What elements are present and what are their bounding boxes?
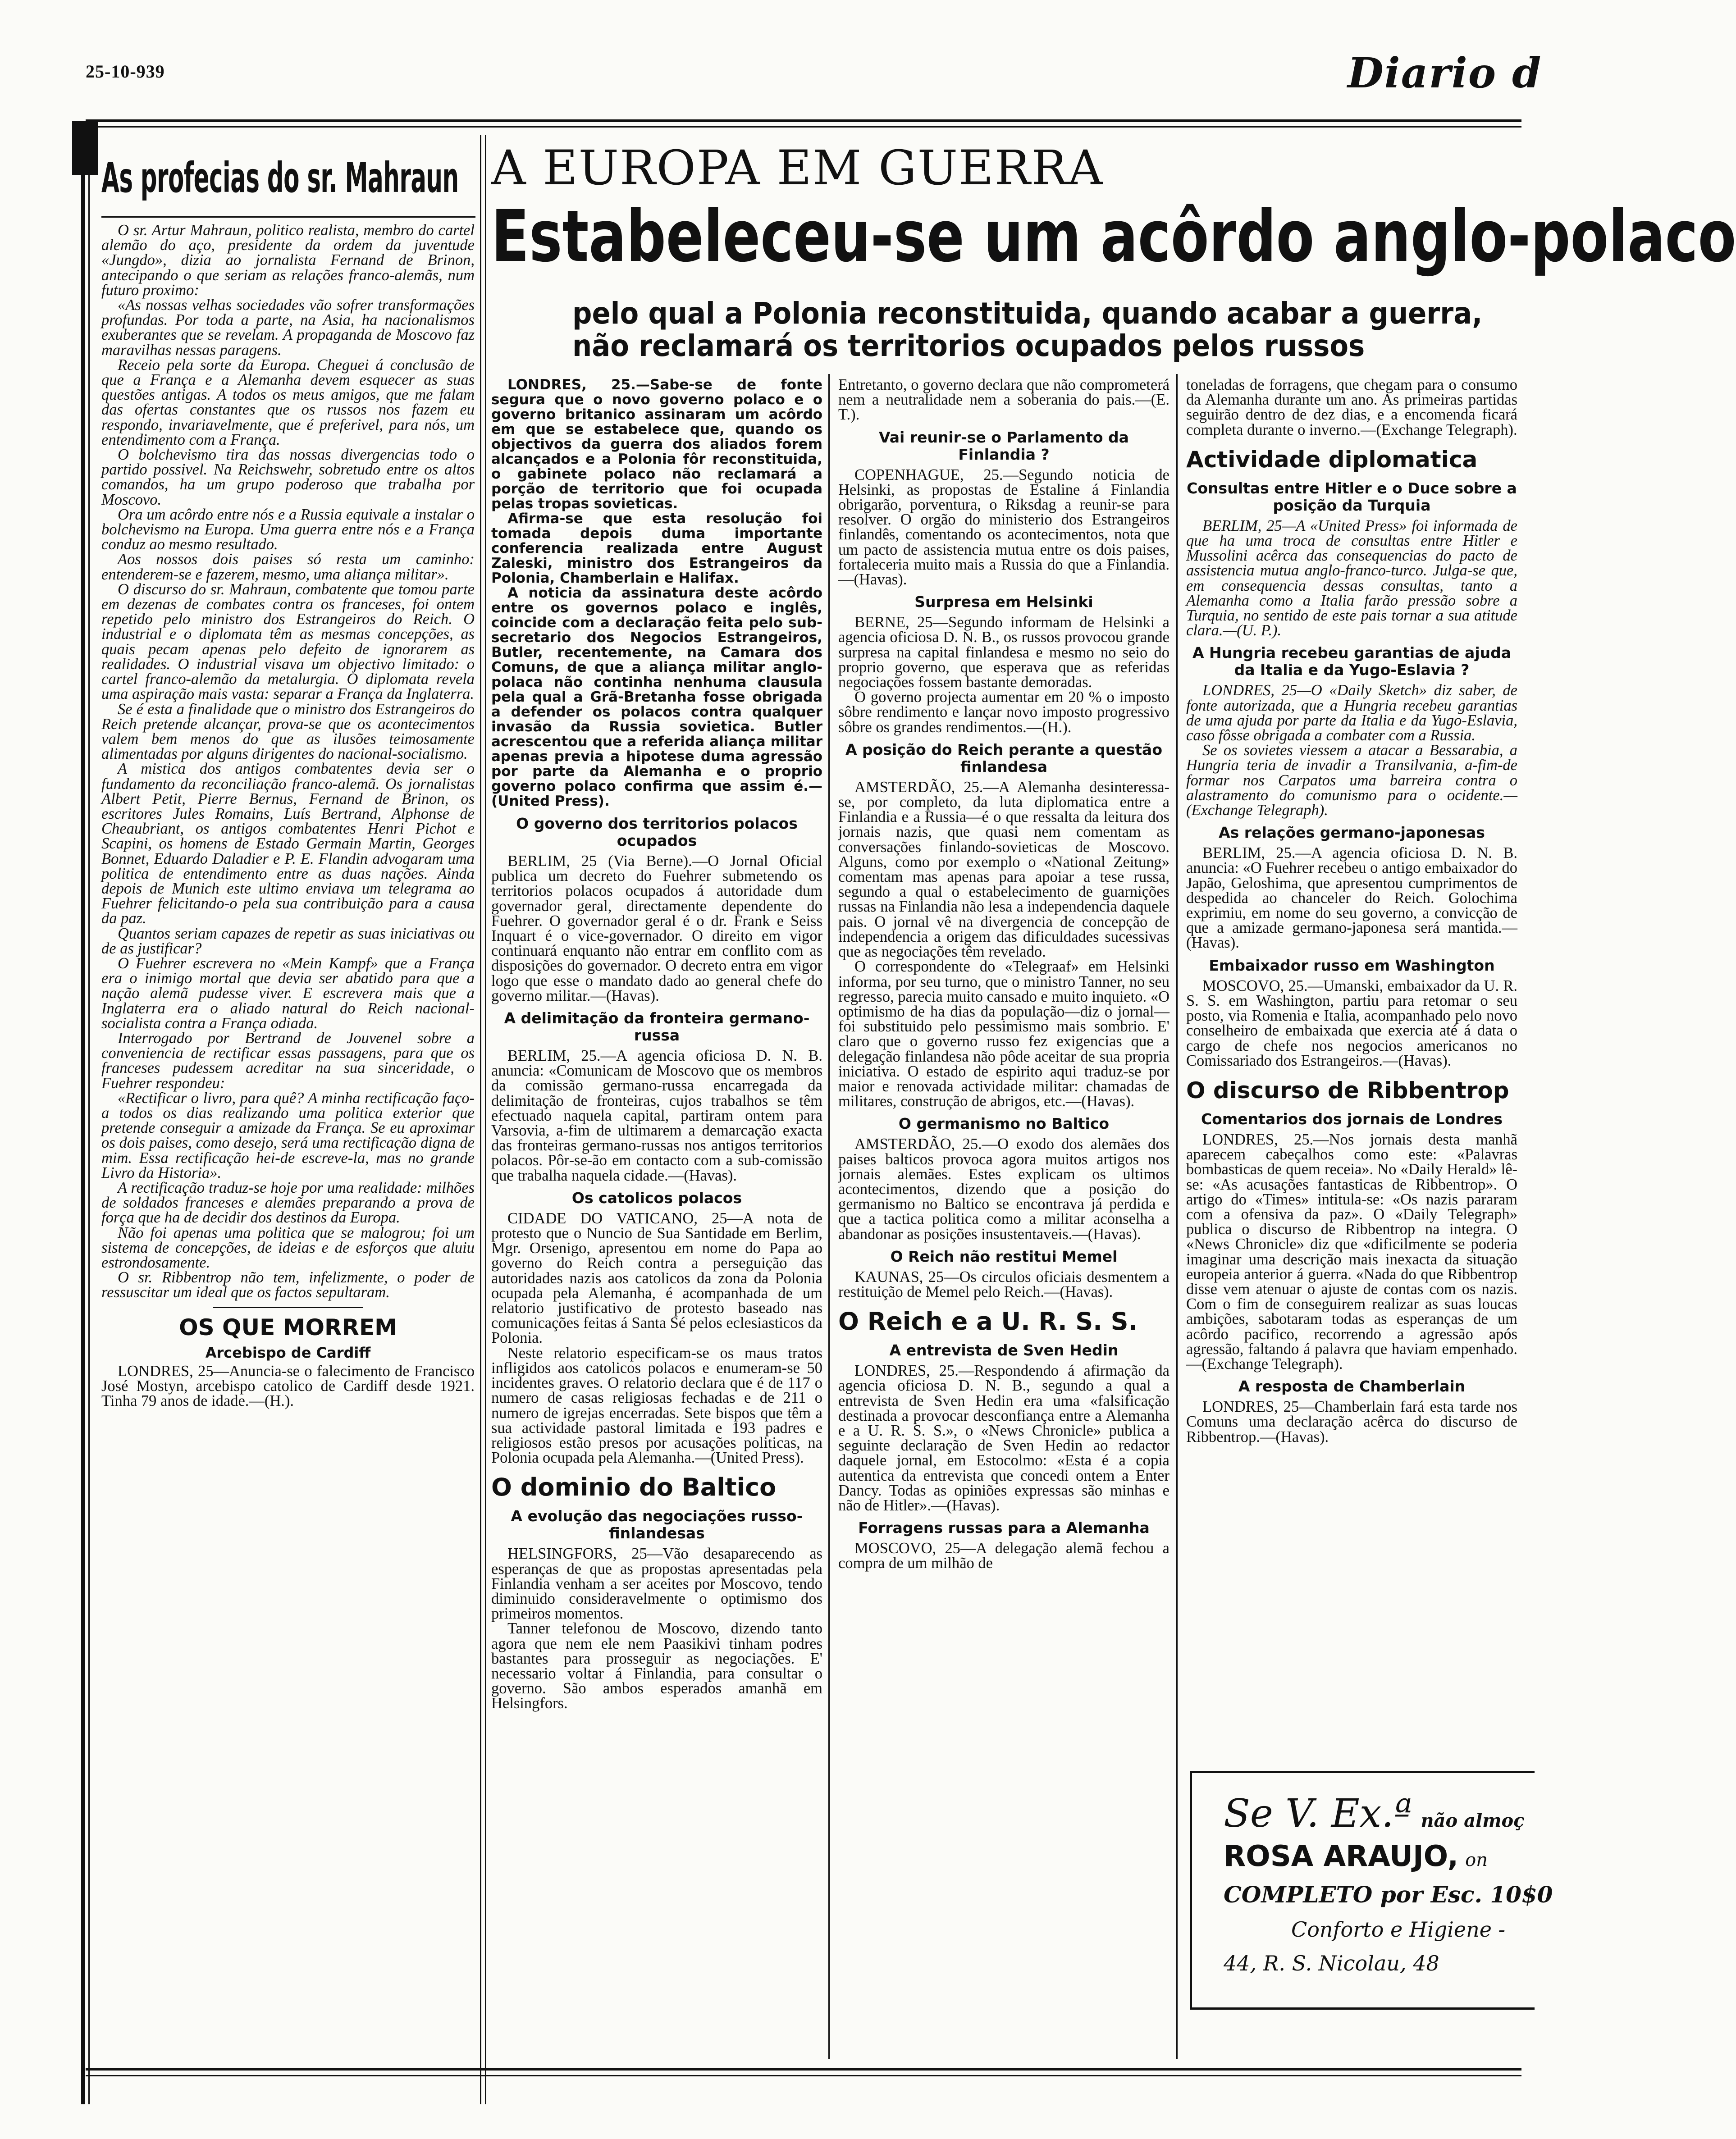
section-title: Surpresa em Helsinki (914, 593, 1093, 611)
section-text: BERLIM, 25—A «United Press» foi informada de que ha uma troca de consultas entre Hitler e Mussolini acêrca das consequencias do pacto de assistencia mutua anglo-franco-turco. Julga-se que, em consequencia dessas consultas, tanto a Alemanha como a Italia farão pressão sobre a Turquia, no sentido de este pais tornar a sua atitude clara.—(U. P.). (1186, 517, 1517, 639)
ad-line-1-small: não almoç (1421, 1810, 1525, 1831)
left-article-title: As profecias do sr. Mahraun (101, 154, 459, 202)
corner-block (72, 121, 98, 175)
left-article-body (101, 223, 475, 1409)
section-text: BERLIM, 25.—A agencia oficiosa D. N. B. anuncia: «O Fuehrer recebeu o antigo embaixador do Japão, Geloshima, que apresentou cumprimentos de despedida ao chanceler do Reich. Golochima exprimiu, em nome do seu governo, a convicção de que a amizade germano-japonesa será mantida.—(Havas). (1186, 844, 1517, 952)
left-rule-thin (88, 171, 90, 2104)
left-paragraph: Interrogado por Bertrand de Jouvenel sobre a conveniencia de rectificar essas passagens, para que os franceses pudessem acreditar na sua sinceridade, o Fuehrer respondeu: (101, 1029, 475, 1092)
left-paragraph: A rectificação traduz-se hoje por uma realidade: milhões de soldados franceses e alemães preparando a prova de força que ha de decidir dos destinos da Europa. (101, 1179, 475, 1227)
section-heading: O discurso de Ribbentrop (1186, 1077, 1509, 1104)
section-text: O correspondente do «Telegraaf» em Helsinki informa, por seu turno, que o ministro Tanner, no seu regresso, parecia muito cansado e muito inquieto. «O optimismo de ha dias da população—diz o jornal—foi substituido pelo pessimismo mais sombrio. E' claro que o governo russo fez exigencias que a delegação finlandesa não pôde aceitar de sua propria iniciativa. O estado de espirito aqui traduz-se por maior e renovada actividade militar: chamadas de militares, construção de abrigos, etc.—(Havas). (838, 958, 1170, 1110)
deck-line-2: não reclamará os territorios ocupados pelos russos (572, 328, 1365, 363)
left-title-rule (101, 216, 475, 218)
column-separator-3 (1176, 374, 1178, 2059)
top-rule-thin (86, 126, 1521, 128)
section-text: LONDRES, 25.—Respondendo á afirmação da agencia oficiosa D. N. B., segundo a qual a entrevista de Sven Hedin era uma «falsificação destinada a provocar desconfiança entre a Alemanha e a U. R. S. S.», o «News Chronicle» publica a seguinte declaração de Sven Hedin ao redactor daquele jornal, em Estocolmo: «Esta é a copia autentica da entrevista que concedi ontem a Enter Dancy. Todas as opiniões expressas são minhas e não de Hitler».—(Havas). (838, 1362, 1170, 1514)
advertisement (1190, 1771, 1553, 2010)
section-title: A Hungria recebeu garantias de ajuda da Italia e da Yugo-Eslavia ? (1192, 644, 1512, 679)
section-text: AMSTERDÃO, 25.—O exodo dos alemães dos paises balticos provoca agora muitos artigos nos jornais alemães. Estes explicam os ultimos acontecimentos, dizendo que a posição do germanismo no Baltico se encontrava já perdida e que a tactica politica como a militar aconselha a abandonar as posições insustentaveis.—(Havas). (838, 1136, 1170, 1243)
ad-line-4: Conforto e Higiene - (1291, 1917, 1506, 1942)
section-title: Forragens russas para a Alemanha (858, 1519, 1150, 1537)
section-title: Os catolicos polacos (571, 1189, 742, 1207)
column-3 (838, 378, 1170, 1571)
section-title: A evolução das negociações russo-finlandesas (511, 1507, 803, 1542)
section-title: O Reich não restitui Memel (890, 1247, 1118, 1265)
left-paragraph: O sr. Artur Mahraun, politico realista, membro do cartel alemão do aço, presidente da ordem da juventude «Jungdo», dizia ao jornalista Fernand de Brinon, antecipando o que seriam as relações franco-alemãs, num futuro proximo: (101, 222, 475, 299)
bottom-rule (86, 2068, 1521, 2071)
lead-paragraph: A noticia da assinatura deste acôrdo entre os governos polaco e inglês, coincide com a declaração feita pelo sub-secretario dos Negocios Estrangeiros, Butler, recentemente, na Camara dos Comuns, de que a aliança militar anglo-polaca não continha nenhuma clausula pela qual a Grã-Bretanha fosse obrigada a defender os polacos contra qualquer invasão da Russia sovietica. Butler acrescentou que a referida aliança militar apenas previa a hipotese duma agressão por parte da Alemanha e o proprio governo polaco confirma que assim é.—(United Press). (491, 585, 822, 809)
section-text: KAUNAS, 25—Os circulos oficiais desmentem a restituição de Memel pelo Reich.—(Havas). (838, 1268, 1170, 1300)
section-title: A entrevista de Sven Hedin (889, 1341, 1119, 1359)
left-paragraph: Receio pela sorte da Europa. Cheguei á conclusão de que a França e a Alemanha devem esquecer as suas questões antigas. A todos os meus amigos, que me falam das ofertas constantes que os russos nos fazem eu respondo, invariavelmente, que é preferivel, para nós, um entendimento com a França. (101, 356, 475, 448)
section-text: Neste relatorio especificam-se os maus tratos infligidos aos catolicos polacos e enumeram-se 50 incidentes graves. O relatorio declara que é de 117 o numero de casas religiosas fechadas e de 211 o numero de igrejas encerradas. Sete bispos que têm a sua actividade pastoral limitada e 193 padres e religiosos estão presos por acusações politicas, na Polonia ocupada pela Alemanha.—(United Press). (491, 1344, 822, 1467)
left-paragraph: Se é esta a finalidade que o ministro dos Estrangeiros do Reich pretende alcançar, prova-se que os acontecimentos valem bem menos do que as ilusões teimosamente alimentadas por alguns dirigentes do nacional-socialismo. (101, 700, 475, 763)
obituary-subtitle: Arcebispo de Cardiff (205, 1344, 371, 1361)
column-separator-1b (485, 135, 486, 2104)
section-text: Entretanto, o governo declara que não comprometerá nem a neutralidade nem a soberania do pais.—(E. T.). (838, 376, 1170, 424)
section-text: LONDRES, 25—Chamberlain fará esta tarde nos Comuns uma declaração acêrca do discurso de Ribbentrop.—(Havas). (1186, 1398, 1517, 1446)
lead-paragraph: Afirma-se que esta resolução foi tomada depois duma importante conferencia realizada entre August Zaleski, ministro dos Estrangeiros da Polonia, Chamberlain e Halifax. (491, 511, 822, 586)
left-paragraph: O discurso do sr. Mahraun, combatente que tomou parte em dezenas de combates contra os franceses, foi ontem repetido pelo ministro dos Estrangeiros do Reich. O industrial e o diplomata têm as mesmas concepções, as quais pecam apenas pelo defeito de ignorarem as realidades. O industrial visava um objectivo limitado: o cartel franco-alemão da metalurgia. O diplomata revela uma aspiração mais vasta: separar a França da Inglaterra. (101, 580, 475, 703)
section-title: Vai reunir-se o Parlamento da Finlandia ? (879, 428, 1129, 463)
section-text: BERLIM, 25.—A agencia oficiosa D. N. B. anuncia: «Comunicam de Moscovo que os membros da comissão germano-russa encarregada da delimitação de fronteiras, cujos trabalhos se têm efectuado naquela capital, partiram ontem para Varsovia, a-fim de ultimarem a demarcação exacta das fronteiras germano-russas nos antigos territorios polacos. Pôr-se-ão em contacto com a sub-comissão que trabalha naquela cidade.—(Havas). (491, 1047, 822, 1184)
ad-line-2-small: on (1465, 1850, 1488, 1870)
ad-line-1-main: Se V. Ex.ª (1224, 1791, 1412, 1836)
left-paragraph: Não foi apenas uma politica que se malogrou; foi um sistema de concepções, de ideias e de esforços que aluiu estrondosamente. (101, 1224, 475, 1272)
ad-line-2-main: ROSA ARAUJO, (1224, 1840, 1459, 1873)
kicker: A EUROPA EM GUERRA (491, 140, 1104, 196)
ad-line-5: 44, R. S. Nicolau, 48 (1224, 1951, 1439, 1975)
section-title: A resposta de Chamberlain (1238, 1377, 1466, 1396)
left-paragraph: O sr. Ribbentrop não tem, infelizmente, o poder de ressuscitar um ideal que os factos sepultaram. (101, 1269, 475, 1301)
section-title: O governo dos territorios polacos ocupados (516, 815, 798, 849)
issue-date: 25-10-939 (86, 61, 165, 82)
main-headline: Estabeleceu-se um acôrdo anglo-polaco (491, 195, 1736, 278)
section-text: BERNE, 25—Segundo informam de Helsinki a agencia oficiosa D. N. B., os russos provocou grande surpresa na capital finlandesa e mesmo no seio do proprio governo, que esperava que as referidas negociações fossem bastante demoradas. (838, 614, 1170, 691)
section-text: LONDRES, 25.—Nos jornais desta manhã aparecem cabeçalhos como este: «Palavras bombasticas de quem receia». No «Daily Herald» lê-se: «As acusações fantasticas de Ribbentrop». O artigo do «Times» intitula-se: «Os nazis pararam com a ofensiva da paz». O «Daily Telegraph» publica o discurso de Ribbentrop na integra. O «News Chronicle» diz que «dificilmente se poderia imaginar uma descrição mais inexacta da situação europeia anterior á guerra. «Nada do que Ribbentrop disse vem atenuar o ajuste de contas com os nazis. Com o fim de conseguirem realizar as suas loucas ambições, sabotaram todas as esperanças de um acôrdo pacifico, recorrendo a agressão após agressão, faltando á palavra que haviam empenhado.—(Exchange Telegraph). (1186, 1131, 1517, 1373)
left-paragraph: «Rectificar o livro, para quê? A minha rectificação faço-a todos os dias realizando uma politica exterior que pretende conseguir a amizade da França. Se eu aproximar os dois paises, como desejo, será uma rectificação digna de mim. Essa rectificação hei-de escreve-la, mas no grande Livro da Historia». (101, 1089, 475, 1181)
left-paragraph: Aos nossos dois paises só resta um caminho: entenderem-se e fazerem, mesmo, uma aliança militar». (101, 551, 475, 583)
left-paragraph: «As nossas velhas sociedades vão sofrer transformações profundas. Por toda a parte, na Asia, ha nacionalismos exuberantes que se revelam. A propaganda de Moscovo faz maravilhas nessas paragens. (101, 296, 475, 359)
section-title: As relações germano-japonesas (1219, 824, 1485, 842)
section-title: Consultas entre Hitler e o Duce sobre a posição da Turquia (1187, 479, 1517, 514)
section-title: Comentarios dos jornais de Londres (1201, 1110, 1503, 1128)
left-paragraph: O bolchevismo tira das nossas divergencias todo o partido possivel. Na Reichswehr, sobretudo entre os altos comandos, ha um grupo poderoso que trabalha por Moscovo. (101, 446, 475, 508)
bottom-rule-thin (86, 2075, 1521, 2076)
left-paragraph: Quantos seriam capazes de repetir as suas iniciativas ou de as justificar? (101, 925, 475, 957)
obituary-heading: OS QUE MORREM (179, 1314, 397, 1341)
section-text: O governo projecta aumentar em 20 % o imposto sôbre rendimento e lançar novo imposto progressivo sôbre os grandes rendimentos.—(H.). (838, 689, 1170, 736)
lead-paragraph: LONDRES, 25.—Sabe-se de fonte segura que o novo governo polaco e o governo britanico assinaram um acôrdo em que se estabelece que, quando os objectivos da guerra dos aliados forem alcançados e a Polonia fôr reconstituida, o gabinete polaco não reclamará a porção de territorio que foi ocupada pelas tropas sovieticas. (491, 377, 822, 512)
obituary-text: LONDRES, 25—Anuncia-se o falecimento de Francisco José Mostyn, arcebispo catolico de Cardiff desde 1921. Tinha 79 anos de idade.—(H.). (101, 1362, 475, 1410)
section-title: A delimitação da fronteira germano-russa (504, 1009, 810, 1044)
section-text: MOSCOVO, 25—A delegação alemã fechou a compra de um milhão de (838, 1540, 1170, 1572)
column-separator-2 (828, 374, 830, 2059)
separator (213, 1307, 362, 1308)
section-title: Embaixador russo em Washington (1209, 956, 1495, 974)
section-text: toneladas de forragens, que chegam para o consumo da Alemanha durante um ano. As primeiras partidas seguirão dentro de dez dias, e a encomenda ficará completa durante o inverno.—(Exchange Telegraph). (1186, 376, 1517, 438)
ad-line-3: COMPLETO por Esc. 10$0 (1224, 1881, 1553, 1908)
section-text: AMSTERDÃO, 25.—A Alemanha desinteressa-se, por completo, da luta diplomatica entre a Finlandia e a Russia—é o que ressalta da leitura dos jornais nazis, que quasi nem comentam as conversações finlando-sovieticas de Moscovo. Alguns, como por exemplo o «National Zeitung» comentam mas apenas para apoiar a tese russa, segundo a qual o estabelecimento de guarnições russas na Finlandia não lesa a independencia daquele pais. O jornal vê na divergencia de concepção de independencia a origem das dificuldades sucessivas que as negociações têm revelado. (838, 778, 1170, 961)
column-4 (1186, 378, 1517, 1445)
section-heading: Actividade diplomatica (1186, 446, 1478, 473)
section-title: O germanismo no Baltico (898, 1115, 1110, 1133)
left-paragraph: A mistica dos antigos combatentes devia ser o fundamento da reconciliação franco-alemã. Os jornalistas Albert Petit, Pierre Bernus, Fernand de Brinon, os escritores Jules Romains, Luís Bertrand, Alphonse de Cheaubriant, os antigos combatentes Henri Pichot e Scapini, os homens de Estado Germain Martin, Georges Bonnet, Eduardo Daladier e P. E. Flandin advogaram uma politica de entendimento entre as duas nações. Ainda depois de Munich este ultimo enviava um telegrama ao Fuehrer felicitando-o pela sua contribuição para a causa da paz. (101, 760, 475, 927)
column-separator-1 (480, 135, 481, 2104)
section-text: LONDRES, 25—O «Daily Sketch» diz saber, de fonte autorizada, que a Hungria recebeu garantias de uma ajuda por parte da Italia e da Yugo-Eslavia, caso fôsse obrigada a combater com a Russia. (1186, 682, 1517, 744)
section-text: Se os sovietes viessem a atacar a Bessarabia, a Hungria teria de invadir a Transilvania, a-fim-de formar nos Carpatos uma barreira contra o alastramento do comunismo para o ocidente.—(Exchange Telegraph). (1186, 742, 1517, 819)
left-paragraph: Ora um acôrdo entre nós e a Russia equivale a instalar o bolchevismo na Europa. Uma guerra entre nós e a França conduz ao mesmo resultado. (101, 506, 475, 553)
section-text: HELSINGFORS, 25—Vão desaparecendo as esperanças de que as propostas apresentadas pela Finlandia venham a ser aceites por Moscovo, tendo diminuido consideravelmente o optimismo dos primeiros momentos. (491, 1545, 822, 1623)
masthead: Diario d (1348, 49, 1542, 97)
section-text: CIDADE DO VATICANO, 25—A nota de protesto que o Nuncio de Sua Santidade em Berlim, Mgr. Orsenigo, apresentou em nome do Papa ao governo do Reich contra a perseguição das autoridades nazis aos catolicos da zona da Polonia ocupada pela Alemanha, é acompanhada de um relatorio justificativo de protesto baseado nas comunicações feitas á Santa Sé pelos eclesiasticos da Polonia. (491, 1209, 822, 1347)
section-title: A posição do Reich perante a questão finlandesa (845, 740, 1162, 775)
column-2 (491, 378, 822, 1711)
top-rule (86, 119, 1521, 122)
left-rule (81, 171, 85, 2104)
deck-line-1: pelo qual a Polonia reconstituida, quando acabar a guerra, (572, 296, 1483, 331)
left-paragraph: O Fuehrer escrevera no «Mein Kampf» que a França era o inimigo mortal que devia ser abatido para que a nação alemã pudesse viver. E escrevera mais que a Inglaterra era o aliado natural do Reich nacional-socialista contra a França odiada. (101, 954, 475, 1032)
section-text: MOSCOVO, 25.—Umanski, embaixador da U. R. S. S. em Washington, partiu para retomar o seu posto, via Romenia e Italia, acompanhado pelo novo conselheiro de embaixada que exercia até á data o cargo de chefe nos negocios americanos no Comissariado dos Estrangeiros.—(Havas). (1186, 977, 1517, 1069)
section-text: BERLIM, 25 (Via Berne).—O Jornal Oficial publica um decreto do Fuehrer submetendo os territorios polacos ocupados á autoridade dum governador geral, directamente dependente do Fuehrer. O governador geral é o dr. Frank e Seiss Inquart é o vice-governador. O direito em vigor continuará enquanto não entrar em conflito com as disposições do governador. O decreto entra em vigor logo que esse o mandato dado ao general chefe do governo militar.—(Havas). (491, 853, 822, 1004)
section-text: Tanner telefonou de Moscovo, dizendo tanto agora que nem ele nem Paasikivi tinham podres bastantes para prosseguir as negociações. E' necessario voltar á Finlandia, para consultar o governo. São ambos esperados amanhã em Helsingfors. (491, 1620, 822, 1712)
section-text: COPENHAGUE, 25.—Segundo noticia de Helsinki, as propostas de Estaline á Finlandia obrigarão, porventura, o Riksdag a reunir-se para resolver. O orgão do ministerio dos Estrangeiros finlandês, comentando os acontecimentos, nota que um pacto de assistencia mutua entre os dois paises, fortaleceria muito mais a Russia do que a Finlandia.—(Havas). (838, 466, 1170, 588)
section-heading: O dominio do Baltico (491, 1473, 777, 1502)
section-heading: O Reich e a U. R. S. S. (838, 1307, 1138, 1336)
